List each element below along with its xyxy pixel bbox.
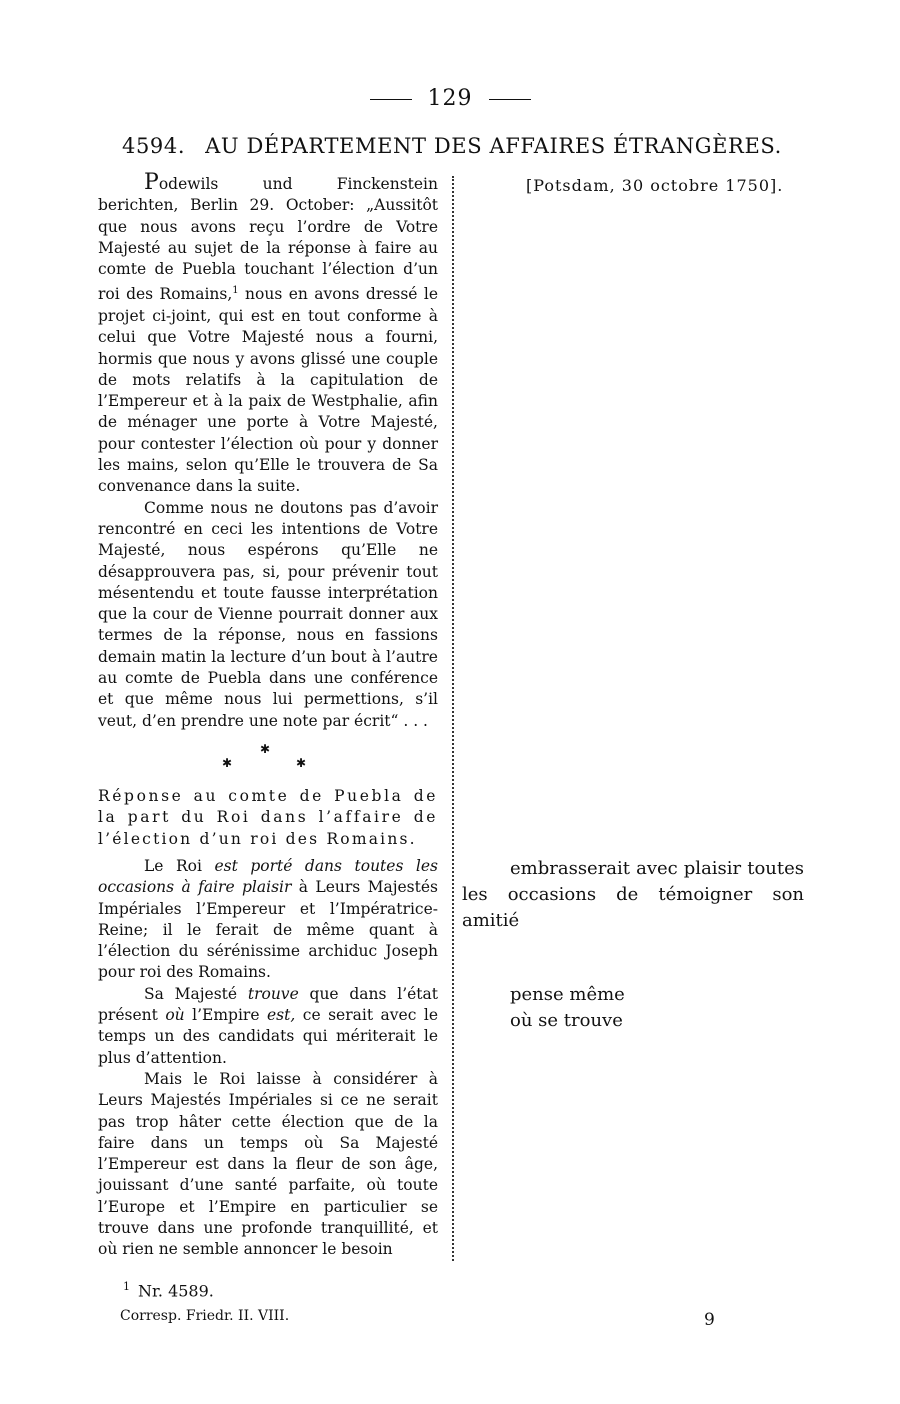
- dateline: [Potsdam, 30 octobre 1750].: [526, 176, 784, 195]
- document-number: 4594.: [122, 134, 186, 158]
- variant-reading-1-rest: les occasions de témoigner son amitié: [462, 884, 804, 931]
- response-paragraph-3: Mais le Roi laisse à considérer à Leurs Majestés Impériales si ce ne serait pas trop hâter cette élection que de la faire dans un temps où Sa Majesté l’Empereur est dans la fleur de son âge, jouissant d’une santé parfaite, où toute l’Europe et l’Empire en particulier se trouve dans une profonde tranquillité, et où rien ne semble annoncer le besoin: [98, 1069, 438, 1259]
- asterism: [218, 742, 318, 772]
- response-paragraph-1: Le Roi est porté dans toutes les occasions à faire plaisir à Leurs Majestés Impériales l’Empereur et l’Impératrice-Reine; il le ferait de même quant à l’élection du sérénissime archiduc Joseph pour roi des Romains.: [98, 857, 438, 982]
- response-title-line-3: l’élection d’un roi des Romains.: [98, 829, 417, 848]
- footnote: [123, 1280, 214, 1300]
- variant-reading-1: [462, 856, 804, 934]
- footnote-reference: 1: [232, 285, 239, 297]
- page-number: 129: [427, 86, 473, 111]
- footnote-marker: 1: [123, 1280, 130, 1293]
- column-divider: [452, 176, 454, 1261]
- star-icon: ✱: [222, 756, 233, 770]
- drop-initial: P: [144, 170, 159, 195]
- footnote-text: Nr. 4589.: [138, 1281, 214, 1301]
- right-rule: [489, 99, 531, 100]
- variant-reading-1-line-1: embrasserait avec plaisir toutes: [510, 858, 804, 879]
- star-icon: ✱: [296, 756, 307, 770]
- series-signature: Corresp. Friedr. II. VIII.: [120, 1308, 290, 1324]
- variant-reading-2: [510, 982, 710, 1034]
- report-paragraph-2: Comme nous ne doutons pas d’avoir rencontré en ceci les intentions de Votre Majesté, nous espérons qu’Elle ne désapprouvera pas, si, pour prévenir tout mésentendu et toute fausse interprétation que la cour de Vienne pourrait donner aux termes de la réponse, nous en fassions demain matin la lecture d’un bout à l’autre au comte de Puebla dans une conférence et que même nous lui permettions, s’il veut, d’en prendre une note par écrit“ . . .: [98, 498, 438, 730]
- report-paragraph-1-text: odewils und Finckenstein berichten, Berlin 29. October: „Aussitôt que nous avons reçu l’ordre de Votre Majesté au sujet de la réponse à faire au comte de Puebla touchant l’élection d’un roi des Romains,: [98, 175, 438, 304]
- document-title: AU DÉPARTEMENT DES AFFAIRES ÉTRANGÈRES.: [205, 134, 782, 158]
- response-title-line-2: la part du Roi dans l’affaire de: [98, 808, 438, 827]
- report-paragraph-1-text-cont: nous en avons dressé le projet ci-joint, qui est en tout conforme à celui que Votre Majesté nous a fourni, hormis que nous y avons glissé une couple de mots relatifs à la capitulation de l’Empereur et à la paix de Westphalie, afin de ménager une porte à Votre Majesté, pour contester l’élection où pour y donner les mains, selon qu’Elle le trouvera de Sa convenance dans la suite.: [98, 285, 438, 496]
- star-icon: ✱: [260, 742, 271, 756]
- left-rule: [370, 99, 412, 100]
- report-paragraph-1: [98, 170, 438, 498]
- variant-reading-2-line-1: pense même: [510, 984, 625, 1005]
- response-paragraph-2: Sa Majesté trouve que dans l’état présent où l’Empire est, ce serait avec le temps un des candidats qui mériterait le plus d’attention.: [98, 984, 438, 1067]
- report-text: [98, 170, 438, 732]
- response-text: [98, 856, 438, 1261]
- page-number-line: [0, 86, 900, 111]
- response-title: [98, 786, 438, 850]
- response-title-line-1: Réponse au comte de Puebla de: [98, 787, 438, 805]
- variant-reading-2-line-2: où se trouve: [510, 1010, 623, 1031]
- sheet-signature: 9: [704, 1310, 715, 1330]
- document-heading: [122, 134, 786, 158]
